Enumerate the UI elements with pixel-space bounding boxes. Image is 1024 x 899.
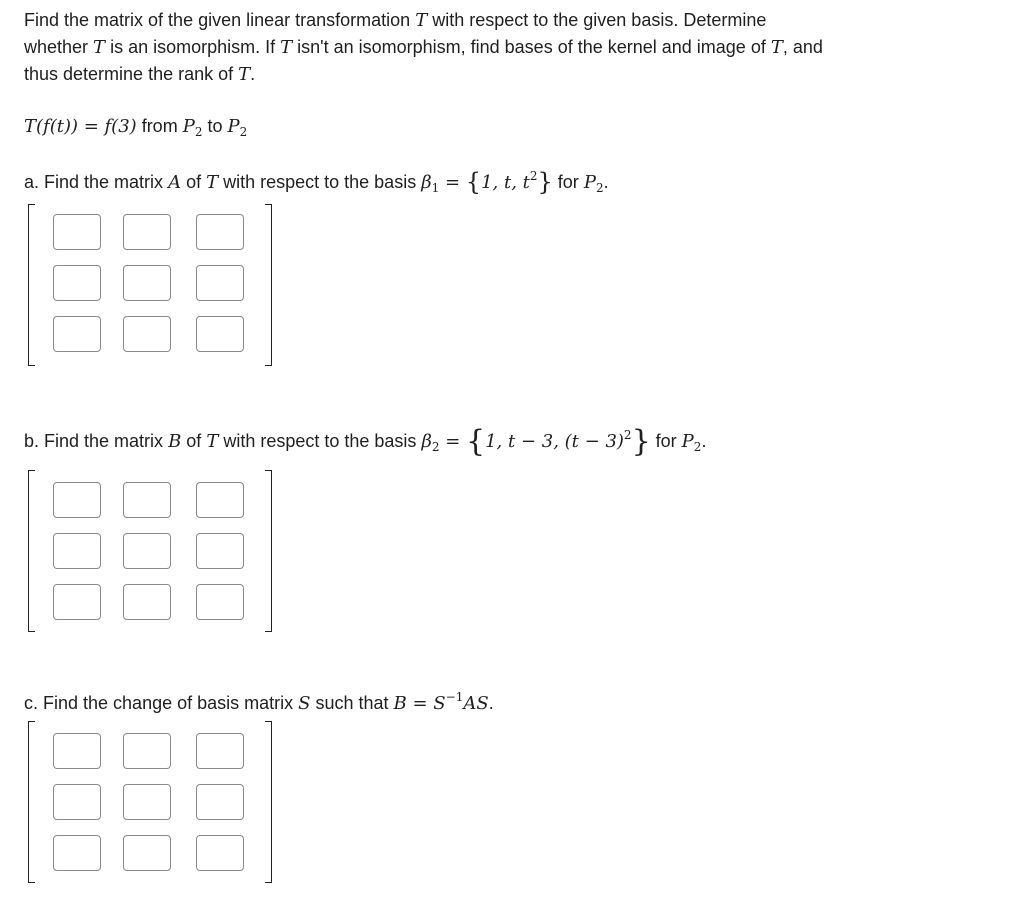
- part-a-question: a. Find the matrix A of T with respect to the basis $\beta_1 = \{1$, t, $t^2$} for $P_2$.: [24, 168, 609, 196]
- matrix-a-cell-3-1[interactable]: [53, 316, 101, 352]
- matrix-c-cell-3-3[interactable]: [196, 835, 244, 871]
- matrix-c-cell-1-3[interactable]: [196, 733, 244, 769]
- matrix-a-cell-1-2[interactable]: [123, 214, 171, 250]
- matrix-c-cell-2-1[interactable]: [53, 784, 101, 820]
- matrix-b-cell-3-2[interactable]: [123, 584, 171, 620]
- matrix-a-cell-2-2[interactable]: [123, 265, 171, 301]
- matrix-a-cell-1-1[interactable]: [53, 214, 101, 250]
- matrix-c-cell-1-1[interactable]: [53, 733, 101, 769]
- matrix-c-cell-3-2[interactable]: [123, 835, 171, 871]
- matrix-b-cell-1-3[interactable]: [196, 482, 244, 518]
- transformation-definition: T(f(t)) = f(3) from $P_2$ to $P_2$: [24, 116, 248, 139]
- matrix-b-cell-2-2[interactable]: [123, 533, 171, 569]
- part-b-question: b. Find the matrix B of T with respect to the basis $\beta_2 = \{1$, t − 3, $(t - 3)^2$} for $P_2$.: [24, 424, 707, 459]
- matrix-a: [28, 204, 272, 366]
- matrix-left-bracket: [28, 470, 35, 632]
- matrix-right-bracket: [265, 721, 272, 883]
- matrix-a-cell-2-3[interactable]: [196, 265, 244, 301]
- matrix-b-cell-2-1[interactable]: [53, 533, 101, 569]
- matrix-b-cell-3-1[interactable]: [53, 584, 101, 620]
- matrix-c-cell-2-3[interactable]: [196, 784, 244, 820]
- problem-instructions: Find the matrix of the given linear transformation T with respect to the given basis. Determine whether T is an isomorphism. If T isn't an isomorphism, find bases of the kernel and image of T, and thus determine the rank of T.: [24, 10, 823, 85]
- matrix-c-cell-1-2[interactable]: [123, 733, 171, 769]
- matrix-b-cell-1-2[interactable]: [123, 482, 171, 518]
- matrix-a-cell-3-3[interactable]: [196, 316, 244, 352]
- matrix-b: [28, 470, 272, 632]
- matrix-right-bracket: [265, 470, 272, 632]
- matrix-b-cell-1-1[interactable]: [53, 482, 101, 518]
- matrix-c-cell-2-2[interactable]: [123, 784, 171, 820]
- part-c-question: c. Find the change of basis matrix S such that $B = S^{-1}AS$.: [24, 690, 494, 714]
- matrix-a-cell-1-3[interactable]: [196, 214, 244, 250]
- matrix-a-cell-3-2[interactable]: [123, 316, 171, 352]
- matrix-left-bracket: [28, 204, 35, 366]
- matrix-c-cell-3-1[interactable]: [53, 835, 101, 871]
- matrix-right-bracket: [265, 204, 272, 366]
- matrix-left-bracket: [28, 721, 35, 883]
- matrix-b-cell-2-3[interactable]: [196, 533, 244, 569]
- matrix-c: [28, 721, 272, 883]
- matrix-a-cell-2-1[interactable]: [53, 265, 101, 301]
- matrix-b-cell-3-3[interactable]: [196, 584, 244, 620]
